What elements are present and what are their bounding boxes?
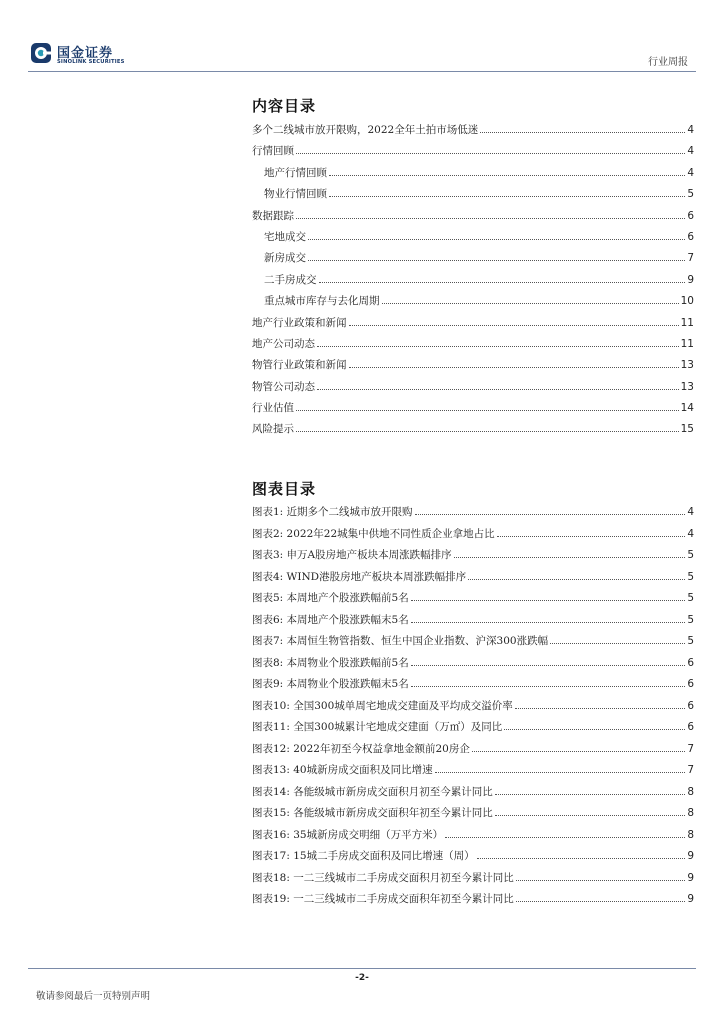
entry-label: 图表10: 全国300城单周宅地成交建面及平均成交溢价率 (252, 699, 513, 712)
figure-entry[interactable] (252, 612, 694, 634)
page-header (0, 0, 724, 80)
entry-label: 图表15: 各能级城市新房成交面积年初至今累计同比 (252, 807, 493, 819)
entry-page-number: 15 (680, 423, 694, 436)
toc-entry[interactable] (252, 208, 694, 229)
figure-entry[interactable] (252, 891, 694, 913)
entry-page-number: 4 (687, 124, 694, 136)
entry-page-number: 11 (680, 316, 694, 329)
dot-leader (296, 431, 679, 432)
entry-label: 图表17: 15城二手房成交面积及同比增速（周） (252, 850, 475, 862)
figure-entry[interactable] (252, 827, 694, 849)
entry-label: 物管公司动态 (252, 380, 315, 393)
dot-leader (296, 218, 685, 219)
figure-entry[interactable] (252, 504, 694, 526)
figure-entry[interactable] (252, 762, 694, 784)
sinolink-logo-icon (30, 42, 52, 64)
entry-page-number: 4 (687, 527, 694, 540)
entry-label: 图表11: 全国300城累计宅地成交建面（万㎡）及同比 (252, 721, 503, 733)
header-divider (28, 71, 696, 72)
dot-leader (472, 751, 685, 752)
dot-leader (495, 815, 686, 816)
dot-leader (435, 772, 686, 773)
dot-leader (296, 153, 685, 154)
entry-label: 重点城市库存与去化周期 (264, 295, 380, 308)
toc-entry[interactable] (252, 122, 694, 143)
toc-entry[interactable] (252, 293, 694, 314)
entry-label: 新房成交 (264, 252, 306, 265)
figure-entry[interactable] (252, 547, 694, 569)
toc-entry[interactable] (252, 143, 694, 164)
entry-page-number: 8 (687, 828, 694, 841)
entry-page-number: 8 (687, 807, 694, 819)
entry-label: 行情回顾 (252, 145, 294, 158)
figure-entry[interactable] (252, 805, 694, 827)
dot-leader (480, 132, 685, 133)
dot-leader (308, 260, 685, 261)
entry-page-number: 9 (687, 850, 694, 862)
dot-leader (317, 346, 679, 347)
entry-page-number: 5 (687, 188, 694, 201)
figure-entry[interactable] (252, 870, 694, 892)
entry-label: 图表2: 2022年22城集中供地不同性质企业拿地占比 (252, 527, 495, 540)
entry-page-number: 5 (687, 635, 694, 647)
entry-page-number: 9 (687, 871, 694, 884)
toc-entry[interactable] (252, 336, 694, 357)
entry-label: 地产行情回顾 (264, 166, 327, 179)
entry-label: 物业行情回顾 (264, 188, 327, 201)
entry-page-number: 6 (687, 699, 694, 712)
dot-leader (468, 579, 685, 580)
toc-entry[interactable] (252, 315, 694, 336)
dot-leader (382, 303, 679, 304)
entry-page-number: 5 (687, 613, 694, 626)
figure-entry[interactable] (252, 676, 694, 698)
dot-leader (415, 514, 686, 515)
dot-leader (411, 686, 686, 687)
entry-page-number: 13 (680, 359, 694, 372)
entry-label: 地产公司动态 (252, 337, 315, 350)
dot-leader (319, 282, 686, 283)
dot-leader (550, 643, 685, 644)
entry-page-number: 13 (680, 380, 694, 393)
toc-entry[interactable] (252, 272, 694, 293)
entry-page-number: 9 (687, 893, 694, 905)
dot-leader (349, 325, 679, 326)
dot-leader (411, 600, 686, 601)
entry-label: 图表1: 近期多个二线城市放开限购 (252, 506, 413, 518)
entry-label: 图表7: 本周恒生物管指数、恒生中国企业指数、沪深300涨跌幅 (252, 635, 549, 647)
dot-leader (329, 196, 685, 197)
contents-title: 内容目录 (252, 97, 317, 115)
entry-page-number: 6 (687, 721, 694, 733)
toc-entry[interactable] (252, 186, 694, 207)
entry-label: 多个二线城市放开限购，2022全年土拍市场低迷 (252, 124, 479, 136)
figure-entry[interactable] (252, 569, 694, 591)
figure-entry[interactable] (252, 526, 694, 548)
toc-entry[interactable] (252, 165, 694, 186)
entry-page-number: 9 (687, 273, 694, 286)
brand-logo (30, 42, 140, 70)
entry-label: 图表12: 2022年初至今权益拿地金额前20房企 (252, 742, 470, 755)
dot-leader (445, 837, 685, 838)
disclaimer-note: 敬请参阅最后一页特别声明 (36, 991, 151, 1002)
dot-leader (516, 880, 686, 881)
figure-entry[interactable] (252, 633, 694, 655)
figure-entry[interactable] (252, 719, 694, 741)
dot-leader (411, 665, 686, 666)
dot-leader (317, 389, 679, 390)
entry-label: 图表3: 申万A股房地产板块本周涨跌幅排序 (252, 549, 452, 561)
dot-leader (516, 901, 686, 902)
figures-title: 图表目录 (252, 480, 317, 498)
table-of-contents (252, 122, 694, 443)
toc-entry[interactable] (252, 421, 694, 442)
toc-entry[interactable] (252, 379, 694, 400)
page-number: -2- (355, 973, 369, 983)
entry-page-number: 7 (687, 764, 694, 776)
entry-page-number: 5 (687, 570, 694, 583)
dot-leader (495, 794, 686, 795)
toc-entry[interactable] (252, 400, 694, 421)
entry-page-number: 6 (687, 678, 694, 690)
dot-leader (296, 410, 679, 411)
dot-leader (411, 622, 686, 623)
entry-page-number: 5 (687, 549, 694, 561)
figure-entry[interactable] (252, 698, 694, 720)
entry-page-number: 14 (680, 402, 694, 415)
toc-entry[interactable] (252, 229, 694, 250)
entry-page-number: 6 (687, 230, 694, 243)
figure-entry[interactable] (252, 590, 694, 612)
entry-label: 图表9: 本周物业个股涨跌幅末5名 (252, 678, 409, 690)
entry-page-number: 6 (687, 656, 694, 669)
entry-label: 图表14: 各能级城市新房成交面积月初至今累计同比 (252, 785, 493, 798)
dot-leader (329, 175, 685, 176)
dot-leader (308, 239, 685, 240)
entry-label: 图表5: 本周地产个股涨跌幅前5名 (252, 592, 409, 604)
figure-entry[interactable] (252, 741, 694, 763)
dot-leader (454, 557, 686, 558)
entry-page-number: 4 (687, 506, 694, 518)
figure-entry[interactable] (252, 655, 694, 677)
entry-label: 图表19: 一二三线城市二手房成交面积年初至今累计同比 (252, 893, 514, 905)
toc-entry[interactable] (252, 250, 694, 271)
brand-name-cn: 国金证券 (57, 46, 114, 61)
toc-entry[interactable] (252, 357, 694, 378)
dot-leader (477, 858, 686, 859)
dot-leader (515, 708, 686, 709)
dot-leader (504, 729, 685, 730)
entry-page-number: 4 (687, 166, 694, 179)
figure-entry[interactable] (252, 784, 694, 806)
document-type-label: 行业周报 (648, 57, 688, 68)
entry-label: 图表13: 40城新房成交面积及同比增速 (252, 764, 433, 776)
entry-label: 数据跟踪 (252, 209, 294, 222)
entry-label: 风险提示 (252, 423, 294, 436)
dot-leader (349, 367, 679, 368)
dot-leader (497, 536, 686, 537)
entry-label: 物管行业政策和新闻 (252, 359, 347, 372)
entry-label: 图表4: WIND港股房地产板块本周涨跌幅排序 (252, 570, 467, 583)
entry-page-number: 10 (680, 295, 694, 308)
footer-divider (28, 968, 696, 969)
entry-label: 图表8: 本周物业个股涨跌幅前5名 (252, 656, 409, 669)
entry-label: 图表16: 35城新房成交明细（万平方米） (252, 828, 444, 841)
entry-page-number: 4 (687, 145, 694, 158)
list-of-figures (252, 504, 694, 913)
entry-label: 宅地成交 (264, 230, 306, 243)
entry-label: 图表18: 一二三线城市二手房成交面积月初至今累计同比 (252, 871, 514, 884)
entry-page-number: 8 (687, 785, 694, 798)
entry-page-number: 11 (680, 337, 694, 350)
entry-page-number: 6 (687, 209, 694, 222)
entry-page-number: 5 (687, 592, 694, 604)
entry-label: 地产行业政策和新闻 (252, 316, 347, 329)
entry-page-number: 7 (687, 742, 694, 755)
entry-label: 二手房成交 (264, 273, 317, 286)
brand-name-en: SINOLINK SECURITIES (57, 59, 125, 65)
entry-page-number: 7 (687, 252, 694, 265)
entry-label: 图表6: 本周地产个股涨跌幅末5名 (252, 613, 409, 626)
figure-entry[interactable] (252, 848, 694, 870)
entry-label: 行业估值 (252, 402, 294, 415)
